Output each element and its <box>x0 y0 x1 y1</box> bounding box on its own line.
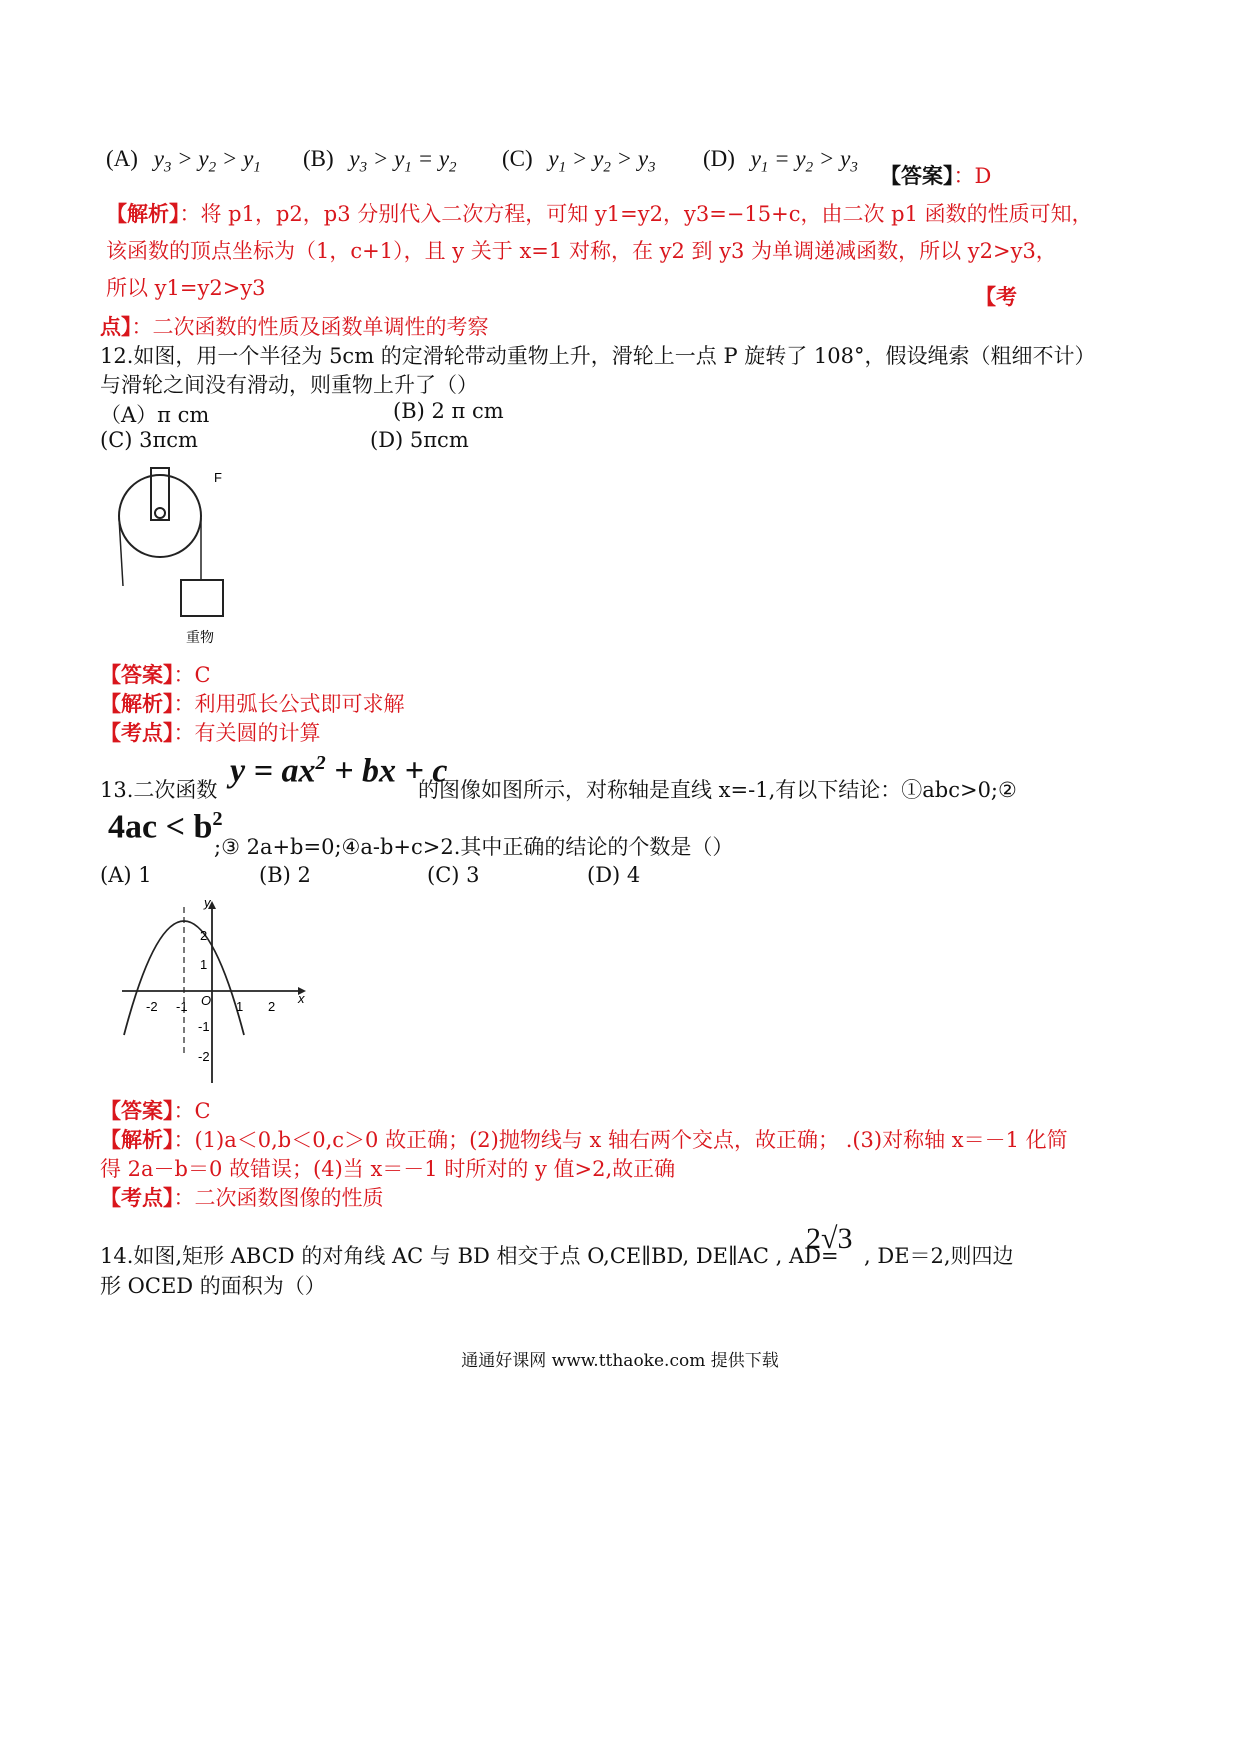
pulley-axle <box>155 508 165 518</box>
option-label: (C) <box>502 146 533 171</box>
kaodian-text: ：有关圆的计算 <box>173 721 321 745</box>
force-label: F <box>214 470 222 485</box>
q13-formula: $y = ax^2$ + bx + c <box>230 752 448 790</box>
q13-analysis-line1 <box>100 1124 1068 1154</box>
answer-tag: 【答案】 <box>880 163 954 188</box>
x-tick-neg1: -1 <box>176 999 188 1014</box>
option-expr: $y_3 > y_2 > y_1$ <box>153 146 261 176</box>
answer-value: ：D <box>953 164 992 188</box>
q12-analysis <box>100 688 405 718</box>
q11-option-b <box>303 146 457 177</box>
page-footer: 通通好课网 www.tthaoke.com 提供下载 <box>461 1351 779 1371</box>
analysis-tag: 【解析】 <box>106 201 180 226</box>
q13-line1-rest: 的图像如图所示，对称轴是直线 x=-1,有以下结论：①abc>0;② <box>418 778 1017 802</box>
kaodian-tag: 【考点】 <box>100 720 174 745</box>
analysis-tag: 【解析】 <box>100 691 174 716</box>
option-expr: $y_1 = y_2 > y_3$ <box>750 146 858 176</box>
q13-option-d: (D) 4 <box>587 863 641 887</box>
answer-value: ：C <box>173 663 211 687</box>
y-axis-label: y <box>204 895 211 910</box>
weight-box <box>181 580 223 616</box>
weight-label: 重物 <box>186 629 214 645</box>
y-tick-2: 2 <box>200 928 208 943</box>
x-axis-label: x <box>298 991 305 1006</box>
option-label: (B) <box>303 146 334 171</box>
q14-line1-part2: , DE＝2,则四边 <box>864 1244 1014 1268</box>
x-tick-2: 2 <box>268 999 276 1014</box>
analysis-tag: 【解析】 <box>100 1127 174 1152</box>
q11-kaodian <box>100 311 489 341</box>
q11-analysis-line3: 所以 y1=y2>y3 <box>106 276 266 300</box>
x-tick-neg2: -2 <box>146 999 158 1014</box>
q13-option-b: (B) 2 <box>259 863 311 887</box>
q12-option-b: (B) 2 π cm <box>393 399 504 423</box>
kaodian-text: ：二次函数图像的性质 <box>173 1186 384 1210</box>
q12-question-line1: 12.如图，用一个半径为 5cm 的定滑轮带动重物上升，滑轮上一点 P 旋转了 108°，假设绳索（粗细不计） <box>100 344 1096 368</box>
q11-kaodian-tag-part1: 【考 <box>975 284 1017 309</box>
q13-answer <box>100 1095 211 1125</box>
q12-question-line2: 与滑轮之间没有滑动，则重物上升了（） <box>100 373 478 397</box>
option-expr: $y_1 > y_2 > y_3$ <box>548 146 656 176</box>
q13-kaodian <box>100 1182 384 1212</box>
q11-answer <box>880 160 991 190</box>
answer-value: ：C <box>173 1099 211 1123</box>
q11-option-a <box>106 146 261 177</box>
q13-option-a: (A) 1 <box>100 863 152 887</box>
q11-analysis-line2: 该函数的顶点坐标为（1，c+1），且 y 关于 x=1 对称，在 y2 到 y3 为单调递减函数，所以 y2>y3， <box>106 239 1057 263</box>
q11-option-d <box>703 146 858 177</box>
q11-option-c <box>502 146 656 177</box>
kaodian-tag: 【考点】 <box>100 1185 174 1210</box>
y-tick-neg2: -2 <box>198 1049 210 1064</box>
analysis-text: ：将 p1，p2，p3 分别代入二次方程，可知 y1=y2，y3=−15+c，由二次 p1 函数的性质可知， <box>179 202 1093 226</box>
option-label: (A) <box>106 146 138 171</box>
q13-analysis-line2: 得 2a－b＝0 故错误；(4)当 x＝－1 时所对的 y 值>2,故正确 <box>100 1157 676 1181</box>
x-tick-1: 1 <box>236 999 244 1014</box>
q12-answer <box>100 659 211 689</box>
origin-label: O <box>201 993 212 1008</box>
q11-analysis-line1 <box>106 198 1093 228</box>
q13-formula2: $4ac < b^2$ <box>108 808 223 846</box>
parabola-graph <box>118 893 313 1088</box>
y-tick-1: 1 <box>200 957 208 972</box>
q12-option-c: (C) 3πcm <box>100 428 198 452</box>
q12-option-a: （A）π cm <box>100 403 210 427</box>
kaodian-text: ：二次函数的性质及函数单调性的考察 <box>131 315 489 339</box>
q13-prefix: 13.二次函数 <box>100 778 218 802</box>
kaodian-tag: 点】 <box>100 314 132 339</box>
q14-ad-value: 2√3 <box>806 1222 853 1255</box>
y-tick-neg1: -1 <box>198 1019 210 1034</box>
q14-line1-part1: 14.如图,矩形 ABCD 的对角线 AC 与 BD 相交于点 O,CE∥BD, DE∥AC , AD= <box>100 1244 839 1268</box>
pulley-wheel <box>119 475 201 557</box>
q12-kaodian <box>100 717 321 747</box>
answer-tag: 【答案】 <box>100 1098 174 1123</box>
q13-line2-rest: ;③ 2a+b=0;④a-b+c>2.其中正确的结论的个数是（） <box>214 835 734 859</box>
analysis-text: ：利用弧长公式即可求解 <box>173 692 405 716</box>
answer-tag: 【答案】 <box>100 662 174 687</box>
option-label: (D) <box>703 146 735 171</box>
q12-option-d: (D) 5πcm <box>370 428 469 452</box>
analysis-text: ：(1)a＜0,b＜0,c＞0 故正确；(2)抛物线与 x 轴右两个交点，故正确； .(3)对称轴 x＝－1 化简 <box>173 1128 1068 1152</box>
q13-option-c: (C) 3 <box>427 863 480 887</box>
option-expr: $y_3 > y_1 = y_2$ <box>349 146 457 176</box>
pulley-figure <box>112 458 252 653</box>
q14-line2: 形 OCED 的面积为（） <box>100 1274 326 1298</box>
